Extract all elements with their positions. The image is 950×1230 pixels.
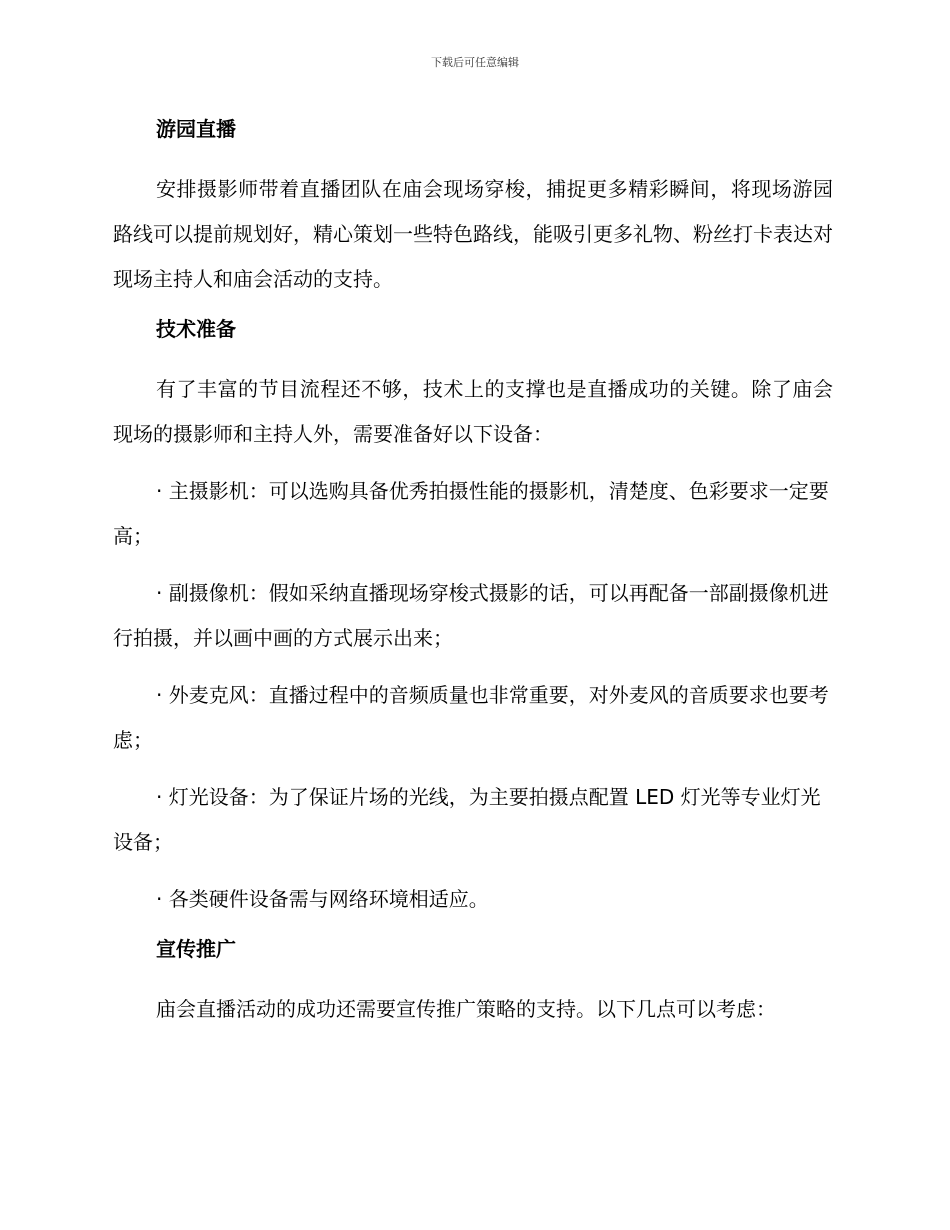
document-body bbox=[113, 114, 833, 1044]
section-heading-promotion: 宣传推广 bbox=[156, 937, 236, 961]
bullet-item: · 副摄像机：假如采纳直播现场穿梭式摄影的话，可以再配备一部副摄像机进行拍摄，并以画中画的方式展示出来； bbox=[113, 581, 829, 650]
bullet-item: · 灯光设备：为了保证片场的光线，为主要拍摄点配置 LED 灯光等专业灯光设备； bbox=[113, 785, 821, 854]
bullet-item: · 各类硬件设备需与网络环境相适应。 bbox=[156, 887, 489, 911]
section-heading-tour-live: 游园直播 bbox=[156, 117, 236, 141]
paragraph: 庙会直播活动的成功还需要宣传推广策略的支持。以下几点可以考虑： bbox=[156, 997, 776, 1021]
section-heading-tech-prep: 技术准备 bbox=[156, 317, 236, 341]
page-header: 下载后可任意编辑 bbox=[431, 56, 519, 69]
bullet-item: · 主摄影机：可以选购具备优秀拍摄性能的摄影机，清楚度、色彩要求一定要高； bbox=[113, 479, 829, 548]
paragraph: 有了丰富的节目流程还不够，技术上的支撑也是直播成功的关键。除了庙会现场的摄影师和主持人外，需要准备好以下设备： bbox=[113, 377, 833, 446]
paragraph: 安排摄影师带着直播团队在庙会现场穿梭，捕捉更多精彩瞬间，将现场游园路线可以提前规划好，精心策划一些特色路线，能吸引更多礼物、粉丝打卡表达对现场主持人和庙会活动的支持。 bbox=[113, 177, 833, 291]
bullet-item: · 外麦克风：直播过程中的音频质量也非常重要，对外麦风的音质要求也要考虑； bbox=[113, 683, 829, 752]
